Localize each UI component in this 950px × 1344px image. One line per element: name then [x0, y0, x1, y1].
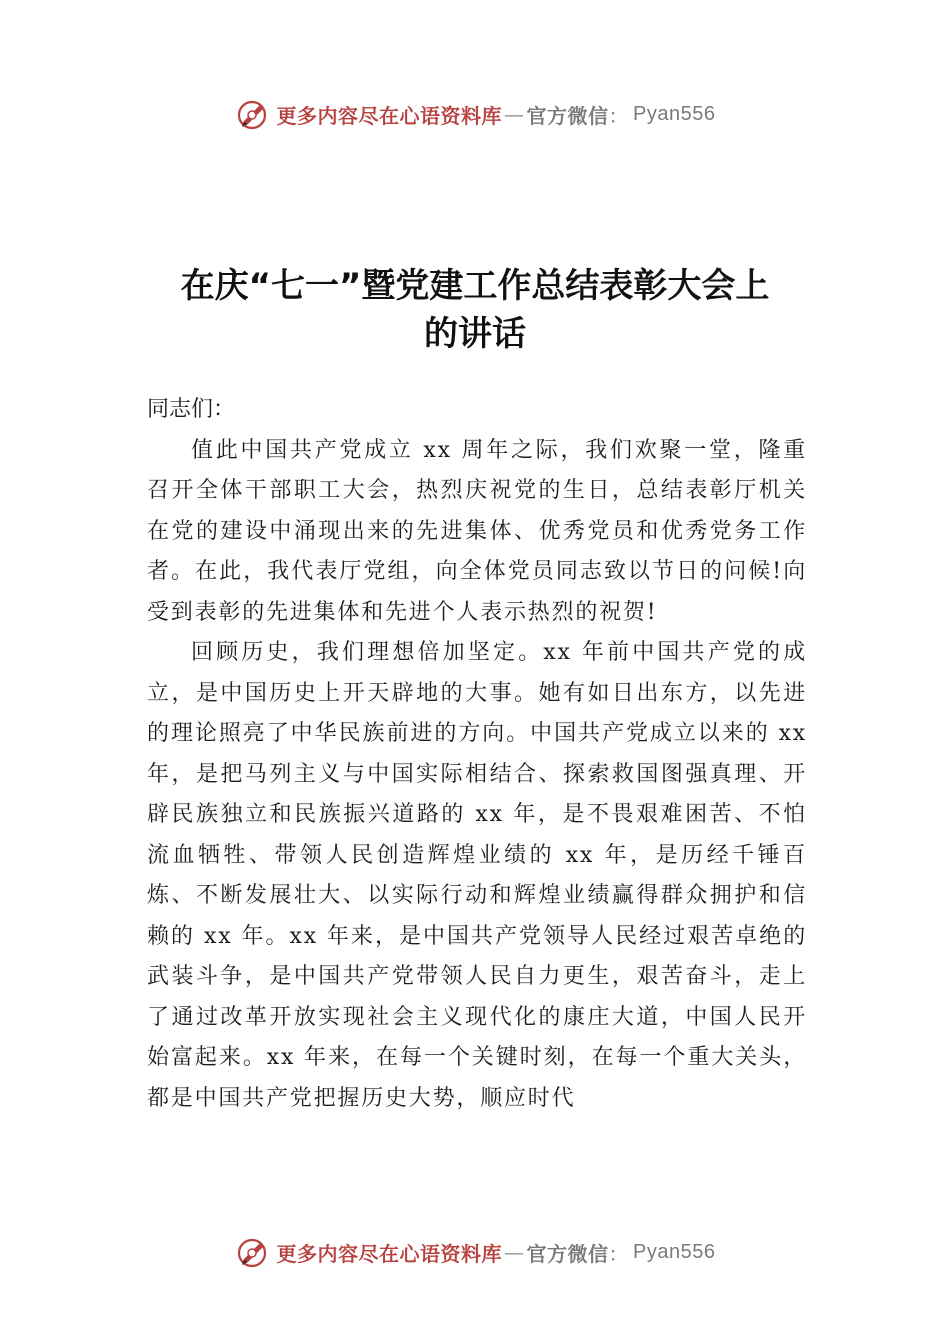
- document-body: [147, 390, 807, 1119]
- watermark-site-name: 更多内容尽在心语资料库: [276, 103, 503, 128]
- watermark-wechat-id: Pyan556: [633, 102, 716, 125]
- pen-circle-logo-icon: [235, 96, 271, 132]
- watermark-separator: —: [504, 1240, 525, 1264]
- body-paragraph-1: 值此中国共产党成立 xx 周年之际，我们欢聚一堂，隆重召开全体干部职工大会，热烈庆祝党的生日，总结表彰厅机关在党的建设中涌现出来的先进集体、优秀党员和优秀党务工作者。在此，我代表厅党组，向全体党员同志致以节日的问候!向受到表彰的先进集体和先进个人表示热烈的祝贺!: [147, 437, 807, 625]
- watermark-site-name: 更多内容尽在心语资料库: [276, 1241, 503, 1266]
- header-watermark: [0, 94, 950, 134]
- pen-circle-logo-icon: [235, 1234, 271, 1270]
- body-paragraph-2: 回顾历史，我们理想倍加坚定。xx 年前中国共产党的成立，是中国历史上开天辟地的大事。她有如日出东方，以先进的理论照亮了中华民族前进的方向。中国共产党成立以来的 xx 年，是把马列主义与中国实际相结合、探索救国图强真理、开辟民族独立和民族振兴道路的 xx 年，是不畏艰难困苦、不怕流血牺牲、带领人民创造辉煌业绩的 xx 年，是历经千锤百炼、不断发展壮大、以实际行动和辉煌业绩赢得群众拥护和信赖的 xx 年。xx 年来，是中国共产党领导人民经过艰苦卓绝的武装斗争，是中国共产党带领人民自力更生，艰苦奋斗，走上了通过改革开放实现社会主义现代化的康庄大道，中国人民开始富起来。xx 年来，在每一个关键时刻，在每一个重大关头，都是中国共产党把握历史大势，顺应时代: [147, 640, 807, 1111]
- watermark-wechat-id: Pyan556: [633, 1240, 716, 1263]
- salutation: 同志们：: [147, 397, 236, 422]
- footer-watermark: [0, 1232, 950, 1272]
- watermark-colon: ：: [608, 1241, 630, 1266]
- watermark-wechat-label: 官方微信: [526, 103, 609, 128]
- title-line-2: 的讲话: [424, 314, 526, 354]
- document-title: [140, 262, 810, 358]
- title-line-1: 在庆“七一”暨党建工作总结表彰大会上: [180, 266, 770, 306]
- watermark-separator: —: [504, 102, 525, 126]
- watermark-wechat-label: 官方微信: [526, 1241, 609, 1266]
- watermark-colon: ：: [608, 103, 630, 128]
